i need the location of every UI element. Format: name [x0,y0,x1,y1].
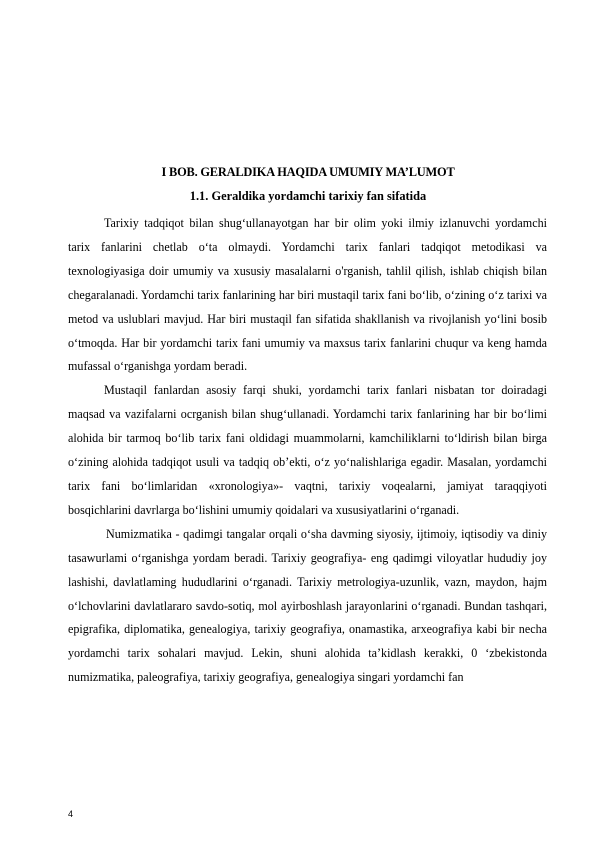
page-number: 4 [68,809,74,819]
paragraph: Tarixiy tadqiqot bilan shug‘ullanayotgan har bir olim yoki ilmiy izlanuvchi yordamchi tarix fanlarini chetlab o‘ta olmaydi. Yordamchi tarix fanlari tadqiqot metodikasi va texnologiyasiga doir umumiy va xususiy masalalarni o'rganish, tahlil qilish, ishlab chiqish bilan chegaralanadi. Yordamchi tarix fanlarining har biri mustaqil tarix fani bo‘lib, o‘zining o‘z tarixi va metod va uslublari mavjud. Har biri mustaqil fan sifatida shakllanish va rivojlanish yo‘lini bosib o‘tmoqda. Har bir yordamchi tarix fani umumiy va maxsus tarix fanlarini chuqur va keng hamda mufassal o‘rganishga yordam beradi. [68,216,547,374]
paragraph: Numizmatika - qadimgi tangalar orqali o‘sha davming siyosiy, ijtimoiy, iqtisodiy va diniy tasawurlami o‘rganishga yordam beradi. Tarixiy geografiya- eng qadimgi viloyatlar hududiy joy lashishi, davlatlaming hududlarini o‘rganadi. Tarixiy metrologiya-uzunlik, vazn, maydon, hajm o‘lchovlarini davlatlararo savdo-sotiq, mol ayirboshlash jarayonlarini o‘rganadi. Bundan tashqari, epigrafika, diplomatika, genealogiya, tarixiy geografiya, onamastika, arxeografiya kabi bir necha yordamchi tarix sohalari mavjud. Lekin, shuni alohida ta’kidlash kerakki, 0 ‘zbekistonda numizmatika, paleografiya, tarixiy geografiya, genealogiya singari yordamchi fan [68,526,547,685]
paragraph: Mustaqil fanlardan asosiy farqi shuki, yordamchi tarix fanlari nisbatan tor doiradagi maqsad va vazifalarni ocrganish bilan shug‘ullanadi. Yordamchi tarix fanlarining har bir bo‘limi alohida bir tarmoq bo‘lib tarix fani oldidagi muammolarni, kamchiliklarni to‘ldirish bilan birga o‘zining alohida tadqiqot usuli va tadqiq ob’ekti, o‘z yo‘nalishlariga egadir. Masalan, yordamchi tarix fani bo‘limlaridan «xronologiya»- vaqtni, tarixiy voqealarni, jamiyat taraqqiyoti bosqichlarini davrlarga bo‘lishini umumiy qoidalari va xususiyatlarini o‘rganadi. [68,383,547,517]
chapter-title: I BOB. GERALDIKA HAQIDA UMUMIY MA’LUMOT [161,165,455,179]
section-title: 1.1. Geraldika yordamchi tarixiy fan sifatida [189,189,427,203]
body-text [68,212,547,690]
